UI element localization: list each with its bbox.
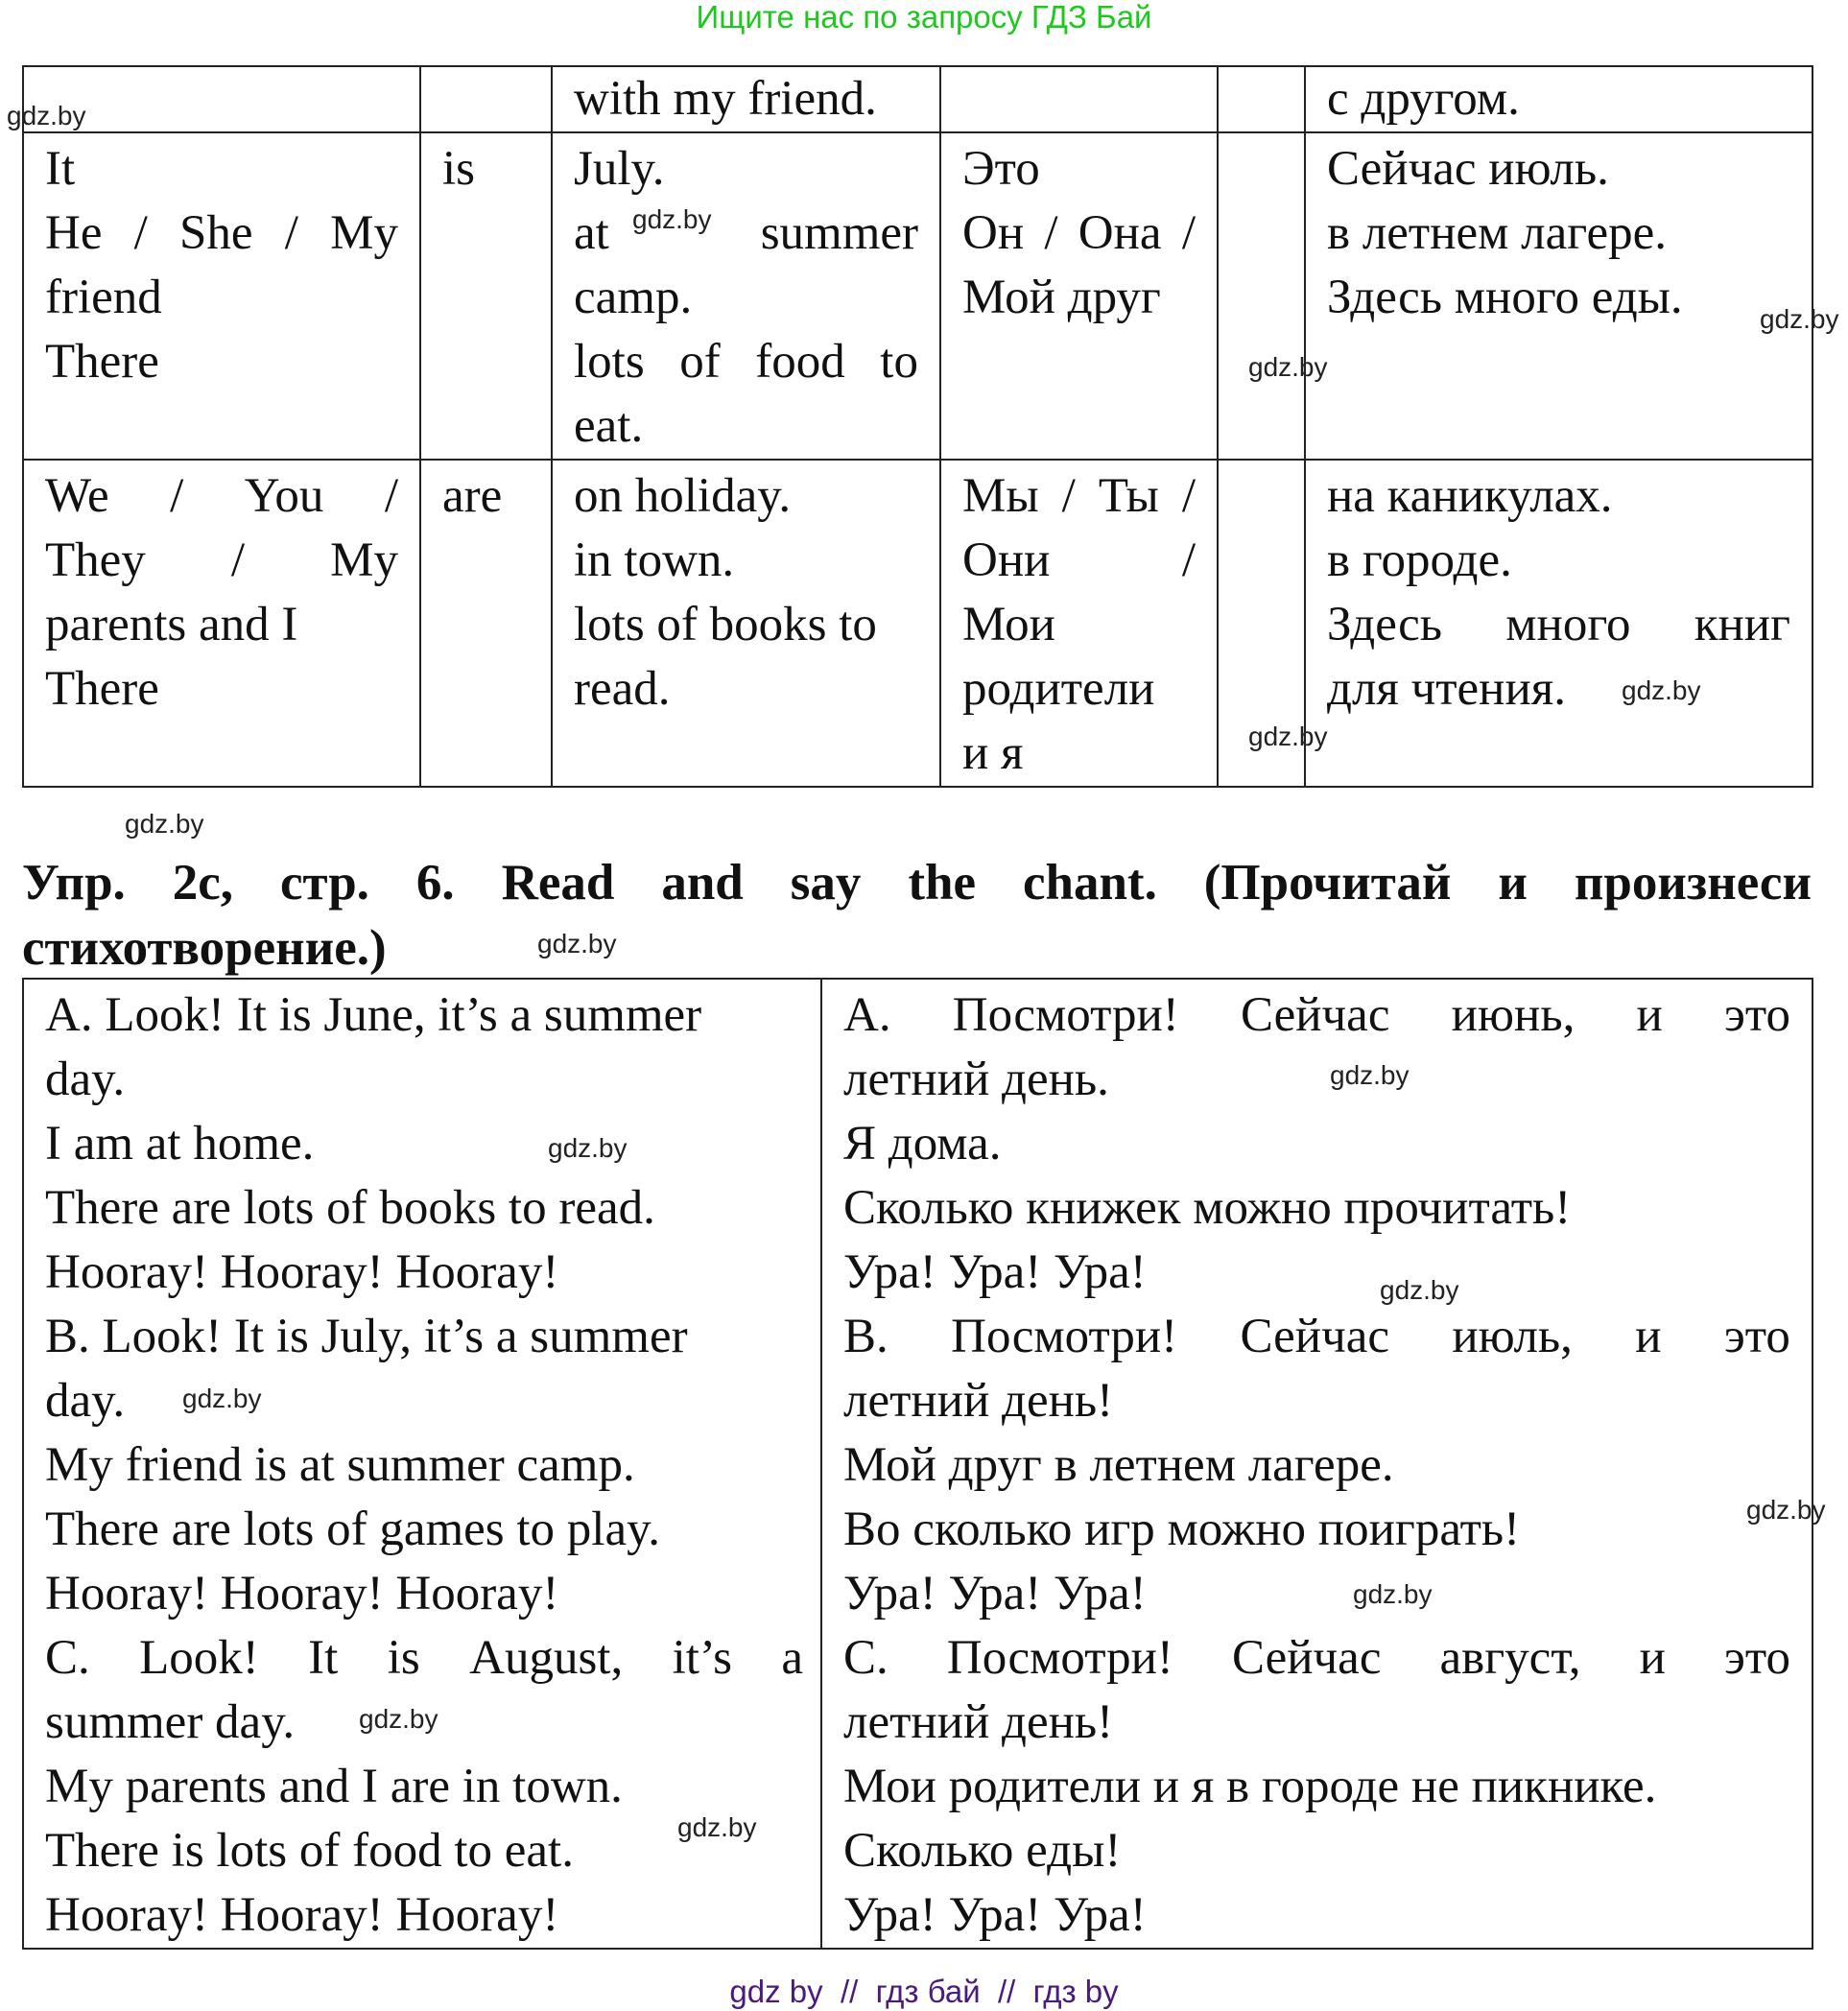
text-line: и я xyxy=(962,726,1024,780)
word: at xyxy=(574,206,609,260)
table-cell xyxy=(1305,66,1812,132)
word: Он xyxy=(962,206,1025,260)
table-row xyxy=(23,460,1812,787)
text-line: Мой друг xyxy=(962,271,1161,324)
text-line: в летнем лагере. xyxy=(1327,206,1668,260)
word: She xyxy=(179,206,253,260)
text-line: Во сколько игр можно поиграть! xyxy=(843,1502,1521,1556)
text-line: camp. xyxy=(574,271,693,324)
text-line: in town. xyxy=(574,533,735,587)
word: / xyxy=(1044,206,1058,260)
word: Ты xyxy=(1098,469,1159,523)
text-line: родители xyxy=(962,662,1155,716)
watermark: gdz.by xyxy=(1248,722,1328,751)
table-cell xyxy=(1305,132,1812,460)
word: Сейчас xyxy=(1231,1631,1382,1685)
text-line xyxy=(843,1305,1790,1369)
text-line: There are lots of games to play. xyxy=(45,1502,661,1556)
watermark: gdz.by xyxy=(1622,675,1701,705)
text-line: Сейчас июль. xyxy=(1327,142,1609,196)
text-line: My friend is at summer camp. xyxy=(45,1438,635,1492)
word: это xyxy=(1723,988,1790,1042)
text-line: There xyxy=(45,335,159,389)
text-line: summer day. xyxy=(45,1695,296,1749)
word: Read xyxy=(501,855,615,911)
word: 6. xyxy=(415,855,455,911)
chant-table xyxy=(22,978,1813,1950)
word: июнь, xyxy=(1451,988,1576,1042)
watermark: gdz.by xyxy=(537,929,617,958)
table-cell xyxy=(1218,66,1305,132)
text-line: Сколько еды! xyxy=(843,1824,1122,1878)
table-cell xyxy=(940,460,1218,787)
text-line: с другом. xyxy=(1327,72,1520,126)
text-line xyxy=(962,464,1196,529)
word: the xyxy=(908,855,976,911)
word: a xyxy=(781,1631,803,1685)
text-line: летний день. xyxy=(843,1053,1109,1106)
word: произнеси xyxy=(1574,855,1812,911)
word: He xyxy=(45,206,103,260)
text-line: летний день! xyxy=(843,1374,1114,1428)
table-cell xyxy=(552,66,940,132)
word: summer xyxy=(760,206,918,260)
word: lots xyxy=(574,335,645,389)
word: много xyxy=(1505,598,1631,651)
word: (Прочитай xyxy=(1203,855,1452,911)
word: Look! xyxy=(139,1631,259,1685)
word: Она xyxy=(1078,206,1162,260)
text-line xyxy=(1327,593,1790,657)
word: август, xyxy=(1439,1631,1581,1685)
word: Сейчас xyxy=(1240,1310,1389,1363)
text-line: day. xyxy=(45,1053,126,1106)
watermark: gdz.by xyxy=(7,101,86,130)
text-line: Здесь много еды. xyxy=(1327,271,1683,324)
text-line: Я дома. xyxy=(843,1117,1002,1171)
table-cell xyxy=(552,132,940,460)
watermark: gdz.by xyxy=(1353,1579,1433,1609)
text-line: в городе. xyxy=(1327,533,1512,587)
text-line: Hooray! Hooray! Hooray! xyxy=(45,1567,559,1621)
text-line: friend xyxy=(45,271,162,324)
table-cell xyxy=(940,132,1218,460)
word: My xyxy=(330,533,398,587)
chant-english-column xyxy=(23,979,821,1949)
word: и xyxy=(1639,1631,1666,1685)
text-line xyxy=(574,330,918,394)
text-line: Сколько книжек можно прочитать! xyxy=(843,1181,1572,1235)
word: и xyxy=(1635,1310,1662,1363)
table-cell xyxy=(940,66,1218,132)
watermark: gdz.by xyxy=(359,1704,438,1734)
word: / xyxy=(230,533,246,587)
table-row xyxy=(23,132,1812,460)
word: С. xyxy=(843,1631,888,1685)
text-line: на каникулах. xyxy=(1327,469,1613,523)
heading-line-2: стихотворение.) xyxy=(22,920,387,976)
word: Посмотри! xyxy=(951,1310,1178,1363)
word: 2c, xyxy=(172,855,234,911)
text-line: is xyxy=(442,142,476,196)
watermark: gdz.by xyxy=(1760,304,1839,334)
word: My xyxy=(330,206,398,260)
watermark: gdz.by xyxy=(1746,1495,1826,1525)
text-line: are xyxy=(442,469,503,523)
text-line: July. xyxy=(574,142,665,196)
text-line xyxy=(45,1626,803,1691)
word: and xyxy=(661,855,744,911)
table-cell xyxy=(1218,132,1305,460)
word: C. xyxy=(45,1631,90,1685)
table-row xyxy=(23,66,1812,132)
text-line: with my friend. xyxy=(574,72,877,126)
table-cell xyxy=(1305,460,1812,787)
watermark: gdz.by xyxy=(632,204,712,234)
text-line: It xyxy=(45,142,76,196)
text-line: Ура! Ура! Ура! xyxy=(843,1888,1147,1942)
table-cell xyxy=(420,132,552,460)
table-cell xyxy=(552,460,940,787)
table-cell xyxy=(23,132,420,460)
text-line: Мои родители и я в городе не пикнике. xyxy=(843,1760,1657,1813)
table-cell xyxy=(23,460,420,787)
text-line: There is lots of food to eat. xyxy=(45,1824,574,1878)
text-line: on holiday. xyxy=(574,469,792,523)
word: is xyxy=(387,1631,420,1685)
text-line: A. Look! It is June, it’s a summer xyxy=(45,988,702,1042)
text-line: Hooray! Hooray! Hooray! xyxy=(45,1888,559,1942)
word: / xyxy=(1181,206,1196,260)
table-cell xyxy=(420,460,552,787)
word: food xyxy=(755,335,845,389)
word: They xyxy=(45,533,146,587)
text-line xyxy=(45,201,398,266)
text-line: There xyxy=(45,662,159,716)
word: Сейчас xyxy=(1240,988,1390,1042)
search-banner: Ищите нас по запросу ГДЗ Бай xyxy=(696,0,1152,35)
text-line: Это xyxy=(962,142,1040,196)
word: Посмотри! xyxy=(946,1631,1173,1685)
watermark: gdz.by xyxy=(1330,1060,1410,1090)
text-line: для чтения. xyxy=(1327,662,1566,716)
word: It xyxy=(308,1631,339,1685)
watermark: gdz.by xyxy=(125,809,204,839)
grammar-table xyxy=(22,65,1813,788)
text-line xyxy=(574,201,918,266)
word: You xyxy=(244,469,324,523)
word: / xyxy=(1061,469,1076,523)
text-line: Мой друг в летнем лагере. xyxy=(843,1438,1394,1492)
text-line: read. xyxy=(574,662,671,716)
text-line: I am at home. xyxy=(45,1117,315,1171)
text-line xyxy=(843,983,1790,1048)
word: В. xyxy=(843,1310,888,1363)
word: August, xyxy=(469,1631,624,1685)
word: / xyxy=(1181,469,1196,523)
text-line: летний день! xyxy=(843,1695,1114,1749)
text-line xyxy=(45,464,398,529)
word: Упр. xyxy=(22,855,126,911)
watermark: gdz.by xyxy=(1380,1275,1459,1305)
table-cell xyxy=(420,66,552,132)
word: это xyxy=(1723,1631,1790,1685)
footer-links: gdz by // гдз бай // гдз by xyxy=(729,1974,1119,2009)
word: Здесь xyxy=(1327,598,1443,651)
word: chant. xyxy=(1022,855,1157,911)
text-line: day. xyxy=(45,1374,126,1428)
word: to xyxy=(880,335,918,389)
watermark: gdz.by xyxy=(1248,352,1328,382)
text-line: Ура! Ура! Ура! xyxy=(843,1245,1147,1299)
text-line: My parents and I are in town. xyxy=(45,1760,623,1813)
watermark: gdz.by xyxy=(548,1133,628,1163)
word: А. xyxy=(843,988,891,1042)
word: say xyxy=(790,855,862,911)
word: книг xyxy=(1694,598,1790,651)
text-line xyxy=(843,1626,1790,1691)
text-line xyxy=(962,529,1196,593)
word: и xyxy=(1636,988,1663,1042)
word: стр. xyxy=(280,855,369,911)
chant-russian-column xyxy=(821,979,1812,1949)
word: / xyxy=(284,206,298,260)
text-line: lots of books to xyxy=(574,598,877,651)
word: We xyxy=(45,469,109,523)
word: / xyxy=(384,469,398,523)
word: Они xyxy=(962,533,1051,587)
text-line: eat. xyxy=(574,399,644,453)
word: июль, xyxy=(1452,1310,1573,1363)
text-line: Ура! Ура! Ура! xyxy=(843,1567,1147,1621)
text-line xyxy=(962,201,1196,266)
text-line: There are lots of books to read. xyxy=(45,1181,655,1235)
word: / xyxy=(1181,533,1196,587)
word: of xyxy=(679,335,721,389)
word: Посмотри! xyxy=(952,988,1179,1042)
text-line: Мои xyxy=(962,598,1055,651)
watermark: gdz.by xyxy=(182,1384,262,1413)
word: Мы xyxy=(962,469,1039,523)
text-line: Hooray! Hooray! Hooray! xyxy=(45,1245,559,1299)
word: / xyxy=(133,206,148,260)
word: / xyxy=(170,469,184,523)
word: it’s xyxy=(672,1631,732,1685)
exercise-heading xyxy=(22,850,1812,981)
text-line: parents and I xyxy=(45,598,298,651)
text-line xyxy=(45,529,398,593)
word: и xyxy=(1498,855,1528,911)
word: это xyxy=(1723,1310,1790,1363)
text-line: B. Look! It is July, it’s a summer xyxy=(45,1310,688,1363)
heading-line-1 xyxy=(22,850,1812,915)
watermark: gdz.by xyxy=(677,1812,757,1842)
